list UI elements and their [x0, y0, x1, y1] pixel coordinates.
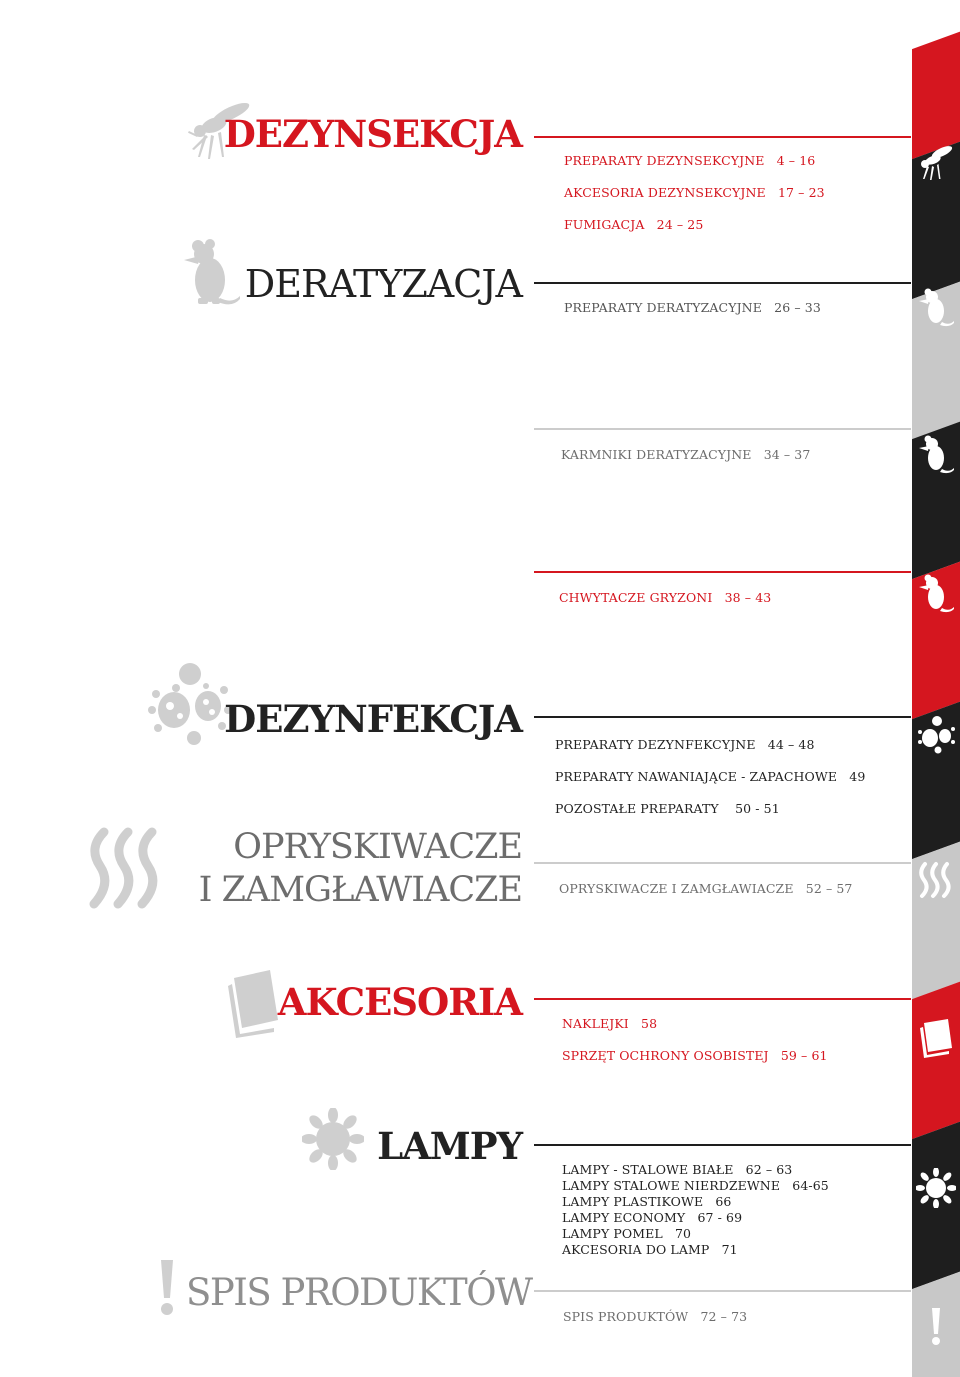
toc-item-pozostale-preparaty[interactable]: POZOSTAŁE PREPARATY 50 - 51	[555, 801, 780, 816]
page-number: 5	[914, 22, 926, 41]
stickers-icon	[226, 968, 282, 1040]
divider-opryskiwacze	[534, 862, 911, 864]
toc-item-karmniki[interactable]: KARMNIKI DERATYZACYJNE 34 – 37	[561, 447, 811, 462]
divider-deratyzacja-1	[534, 282, 911, 284]
toc-item-preparaty-dezynsekcyjne[interactable]: PREPARATY DEZYNSEKCYJNE 4 – 16	[564, 153, 816, 168]
toc-item-spis-produktow[interactable]: SPIS PRODUKTÓW 72 – 73	[563, 1309, 748, 1324]
tab-steam-icon[interactable]	[916, 860, 956, 900]
section-title-lampy: LAMPY	[377, 1124, 522, 1168]
divider-dezynfekcja	[534, 716, 911, 718]
divider-deratyzacja-2	[534, 428, 911, 430]
toc-item-lampy-economy[interactable]: LAMPY ECONOMY 67 - 69	[562, 1210, 743, 1225]
tab-stickers-icon[interactable]	[916, 1018, 956, 1058]
section-title-opryskiwacze-line2: I ZAMGŁAWIACZE	[198, 870, 522, 910]
lamp-burst-icon	[302, 1108, 364, 1170]
tab-exclamation-icon[interactable]	[916, 1306, 956, 1346]
steam-icon	[84, 826, 168, 910]
toc-item-akcesoria-dezynsekcyjne[interactable]: AKCESORIA DEZYNSEKCYJNE 17 – 23	[564, 185, 825, 200]
section-title-dezynfekcja: DEZYNFEKCJA	[224, 697, 522, 741]
section-title-akcesoria: AKCESORIA	[277, 980, 522, 1024]
toc-item-chwytacze[interactable]: CHWYTACZE GRYZONI 38 – 43	[559, 590, 772, 605]
divider-akcesoria	[534, 998, 911, 1000]
toc-item-naklejki[interactable]: NAKLEJKI 58	[562, 1016, 658, 1031]
tab-mosquito-icon[interactable]	[916, 142, 956, 182]
section-title-dezynsekcja: DEZYNSEKCJA	[223, 112, 522, 156]
exclamation-icon	[158, 1260, 176, 1316]
divider-spis	[534, 1290, 911, 1292]
tab-bacteria-icon[interactable]	[916, 714, 956, 754]
bacteria-icon	[146, 660, 232, 746]
section-title-spis-produktow: SPIS PRODUKTÓW	[186, 1271, 532, 1314]
section-title-deratyzacja: DERATYZACJA	[244, 262, 522, 306]
divider-lampy	[534, 1144, 911, 1146]
tab-rat-icon-1[interactable]	[916, 288, 956, 328]
toc-item-preparaty-deratyzacyjne[interactable]: PREPARATY DERATYZACYJNE 26 – 33	[564, 300, 821, 315]
toc-item-akcesoria-do-lamp[interactable]: AKCESORIA DO LAMP 71	[562, 1242, 738, 1257]
tab-rat-icon-3[interactable]	[916, 574, 956, 614]
toc-item-fumigacja[interactable]: FUMIGACJA 24 – 25	[564, 217, 704, 232]
rat-icon	[180, 238, 242, 310]
section-title-opryskiwacze-line1: OPRYSKIWACZE	[233, 827, 522, 867]
toc-item-lampy-stalowe-nierdzewne[interactable]: LAMPY STALOWE NIERDZEWNE 64-65	[562, 1178, 829, 1193]
divider-dezynsekcja	[534, 136, 911, 138]
toc-item-sprzet-ochrony[interactable]: SPRZĘT OCHRONY OSOBISTEJ 59 – 61	[562, 1048, 828, 1063]
toc-item-lampy-pomel[interactable]: LAMPY POMEL 70	[562, 1226, 692, 1241]
tab-rat-icon-2[interactable]	[916, 435, 956, 475]
toc-item-preparaty-dezynfekcyjne[interactable]: PREPARATY DEZYNFEKCYJNE 44 – 48	[555, 737, 815, 752]
toc-item-lampy-plastikowe[interactable]: LAMPY PLASTIKOWE 66	[562, 1194, 732, 1209]
toc-item-lampy-stalowe-biale[interactable]: LAMPY - STALOWE BIAŁE 62 – 63	[562, 1162, 793, 1177]
divider-deratyzacja-3	[534, 571, 911, 573]
tab-lamp-burst-icon[interactable]	[916, 1168, 956, 1208]
toc-item-opryskiwacze[interactable]: OPRYSKIWACZE I ZAMGŁAWIACZE 52 – 57	[559, 881, 853, 896]
toc-item-preparaty-nawaniajace[interactable]: PREPARATY NAWANIAJĄCE - ZAPACHOWE 49	[555, 769, 866, 784]
